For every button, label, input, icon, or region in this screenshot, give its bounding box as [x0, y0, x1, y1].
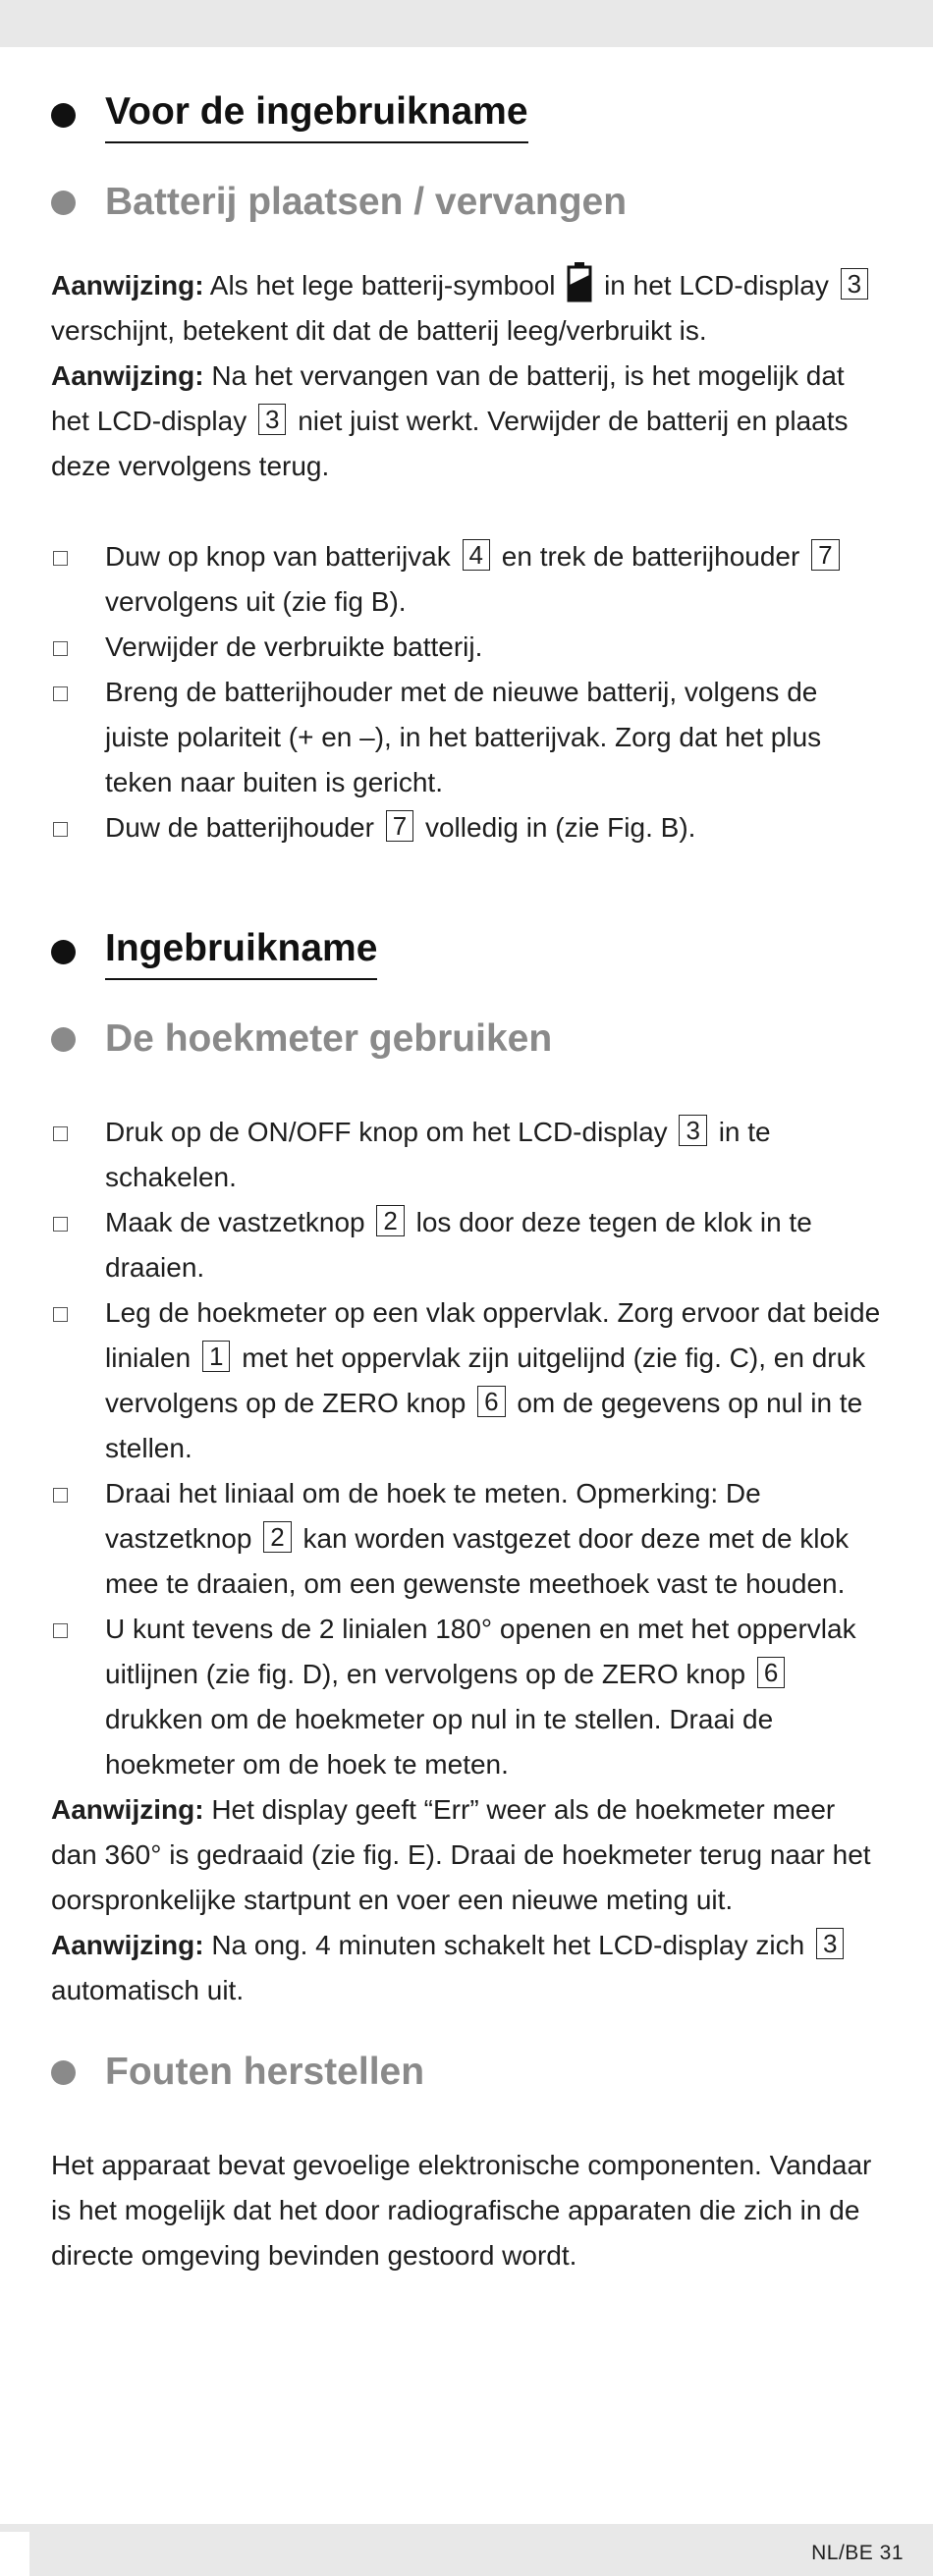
- list-item: Verwijder de verbruikte batterij.: [51, 625, 886, 670]
- checkbox-square-icon: [53, 551, 68, 566]
- checkbox-square-icon: [53, 1217, 68, 1232]
- checkbox-square-icon: [53, 641, 68, 656]
- list-item: Leg de hoekmeter op een vlak oppervlak. Zorg ervoor dat beide linialen 1 met het oppervlak zijn uitgelijnd (zie fig. C), en druk vervolgens op de ZERO knop 6 om de gegevens op nul in te stellen.: [51, 1290, 886, 1471]
- list-item: Druk op de ON/OFF knop om het LCD-display 3 in te schakelen.: [51, 1110, 886, 1200]
- empty-battery-icon: [567, 261, 592, 302]
- checkbox-square-icon: [53, 1307, 68, 1322]
- subheading-fouten-herstellen: Fouten herstellen: [51, 2047, 886, 2098]
- checkbox-square-icon: [53, 822, 68, 837]
- checkbox-square-icon: [53, 1623, 68, 1638]
- note-empty-battery: Aanwijzing: Als het lege batterij-symbool in het LCD-display 3 verschijnt, betekent dit dat de batterij leeg/verbruikt is.: [51, 261, 886, 354]
- page-number: NL/BE 31: [811, 2542, 904, 2564]
- subheading-batterij: Batterij plaatsen / vervangen: [51, 177, 886, 228]
- steps-usage: [51, 1110, 886, 1787]
- bullet-dot-icon: [51, 103, 76, 128]
- checkbox-square-icon: [53, 1126, 68, 1141]
- bullet-dot-icon: [51, 2060, 76, 2085]
- bullet-dot-icon: [51, 191, 76, 215]
- checkbox-square-icon: [53, 686, 68, 701]
- list-item: Duw de batterijhouder 7 volledig in (zie Fig. B).: [51, 805, 886, 850]
- troubleshoot-body: Het apparaat bevat gevoelige elektronische componenten. Vandaar is het mogelijk dat het door radiografische apparaten die zich in de directe omgeving bevinden gestoord wordt.: [51, 2150, 872, 2271]
- subheading-hoekmeter: De hoekmeter gebruiken: [51, 1014, 886, 1065]
- list-item: Breng de batterijhouder met de nieuwe batterij, volgens de juiste polariteit (+ en –), in het batterijvak. Zorg dat het plus teken naar buiten is gericht.: [51, 670, 886, 805]
- footer-corner-block: [0, 2532, 29, 2576]
- note-err: Aanwijzing: Het display geeft “Err” weer als de hoekmeter meer dan 360° is gedraaid (zie fig. E). Draai de hoekmeter terug naar het oorspronkelijke startpunt en voer een nieuwe meting uit.: [51, 1794, 871, 1915]
- list-item: Maak de vastzetknop 2 los door deze tegen de klok in te draaien.: [51, 1200, 886, 1290]
- checkbox-square-icon: [53, 1488, 68, 1503]
- bullet-dot-icon: [51, 940, 76, 964]
- bullet-dot-icon: [51, 1027, 76, 1052]
- footer-band: [0, 2524, 933, 2576]
- top-band: [0, 0, 933, 47]
- note-after-replace: Aanwijzing: Na het vervangen van de batterij, is het mogelijk dat het LCD-display 3 niet juist werkt. Verwijder de batterij en plaats deze vervolgens terug.: [51, 360, 849, 481]
- heading-ingebruikname: Ingebruikname: [51, 923, 886, 980]
- list-item: Draai het liniaal om de hoek te meten. Opmerking: De vastzetknop 2 kan worden vastgezet door deze met de klok mee te draaien, om een gewenste meethoek vast te houden.: [51, 1471, 886, 1607]
- note-auto-off: Aanwijzing: Na ong. 4 minuten schakelt het LCD-display zich 3 automatisch uit.: [51, 1923, 886, 2013]
- list-item: Duw op knop van batterijvak 4 en trek de batterijhouder 7 vervolgens uit (zie fig B).: [51, 534, 886, 625]
- steps-battery: [51, 534, 886, 850]
- page-content: [51, 86, 886, 2278]
- heading-voor-de-ingebruikname: Voor de ingebruikname: [51, 86, 886, 143]
- list-item: U kunt tevens de 2 linialen 180° openen en met het oppervlak uitlijnen (zie fig. D), en vervolgens op de ZERO knop 6 drukken om de hoekmeter op nul in te stellen. Draai de hoekmeter om de hoek te meten.: [51, 1607, 886, 1787]
